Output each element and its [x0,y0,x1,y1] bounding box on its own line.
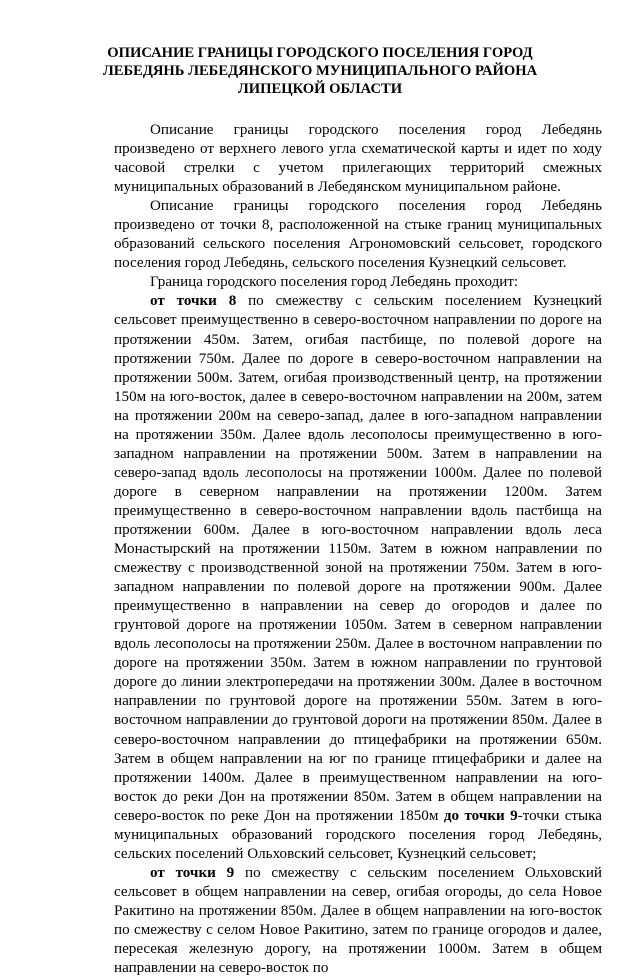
paragraph-intro: Описание границы городского поселения город Лебедянь произведено от верхнего левого угла схематической карты и идет по ходу часовой стрелки с учетом прилегающих территорий смежных муниципальных образований в Лебедянском муниципальном районе. [114,122,602,196]
point-9-text: по смежеству с сельским поселением Ольховский сельсовет в общем направлении на север, огибая огороды, до села Новое Ракитино на протяжении 850м. Далее в общем направлении на юго-восток по смежеству с селом Новое Ракитино, затем по границе огородов и далее, пересекая железную дорогу, на протяжении 1000м. Затем в общем направлении на северо-восток по [114,864,602,977]
point-8-heading: от точки 8 [150,293,237,310]
document-title [96,44,544,98]
paragraph-start-point: Описание границы городского поселения город Лебедянь произведено от точки 8, расположенной на стыке границ муниципальных образований сельского поселения Агрономовский сельсовет, городского поселения город Лебедянь, сельского поселения Кузнецкий сельсовет. [114,198,602,272]
paragraph-boundary-lead: Граница городского поселения город Лебедянь проходит: [150,274,519,291]
point-9-ref-text: -точки стыка муниципальных образований городского поселения город Лебедянь, сельских поселений Ольховский сельсовет, Кузнецкий сельсовет; [114,807,602,862]
paragraph-point-8 [114,292,602,863]
paragraph-point-9 [114,864,602,978]
point-9-heading: от точки 9 [150,864,235,881]
point-9-ref: до точки 9 [443,807,518,824]
title-line-3: ЛИПЕЦКОЙ ОБЛАСТИ [237,81,403,97]
document-body [114,121,602,978]
title-line-1: ОПИСАНИЕ ГРАНИЦЫ ГОРОДСКОГО ПОСЕЛЕНИЯ ГОРОД [107,45,533,61]
title-line-2: ЛЕБЕДЯНЬ ЛЕБЕДЯНСКОГО МУНИЦИПАЛЬНОГО РАЙОНА [102,63,538,79]
point-8-text: по смежеству с сельским поселением Кузнецкий сельсовет преимущественно в северо-восточном направлении по дороге на протяжении 450м. Затем, огибая пастбище, по полевой дороге на протяжении 750м. Далее по дороге в северо-восточном направлении на протяжении 500м. Затем, огибая производственный центр, на протяжении 150м на юго-восток, далее в северо-восточном направлении на 200м, затем на протяжении 200м на северо-запад, далее в юго-западном направлении на протяжении 350м. Далее вдоль лесополосы преимущественно в юго-западном направлении на протяжении 500м. Затем в направлении на северо-запад вдоль лесополосы на протяжении 1000м. Далее по полевой дороге в северном направлении на протяжении 1200м. Затем преимущественно в северо-восточном направлении вдоль пастбища на протяжении 600м. Далее в юго-восточном направлении вдоль леса Монастырский на протяжении 1150м. Затем в южном направлении по смежеству с производственной зоной на протяжении 750м. Затем в юго-западном направлении по полевой дороге на протяжении 900м. Далее преимущественно в направлении на север до огородов и далее по грунтовой дороге на протяжении 1050м. Затем в северном направлении вдоль лесополосы на протяжении 250м. Далее в восточном направлении по дороге на протяжении 350м. Затем в южном направлении по грунтовой дороге до линии электропередачи на протяжении 300м. Далее в восточном направлении по грунтовой дороге на протяжении 550м. Затем в юго-восточном направлении до грунтовой дороги на протяжении 850м. Далее в северо-восточном направлении до птицефабрики на протяжении 650м. Затем в общем направлении на юг по границе птицефабрики и далее на протяжении 1400м. Далее в преимущественном направлении на юго-восток до реки Дон на протяжении 850м. Затем в общем направлении на северо-восток по реке Дон на протяжении 1850м [114,293,602,824]
